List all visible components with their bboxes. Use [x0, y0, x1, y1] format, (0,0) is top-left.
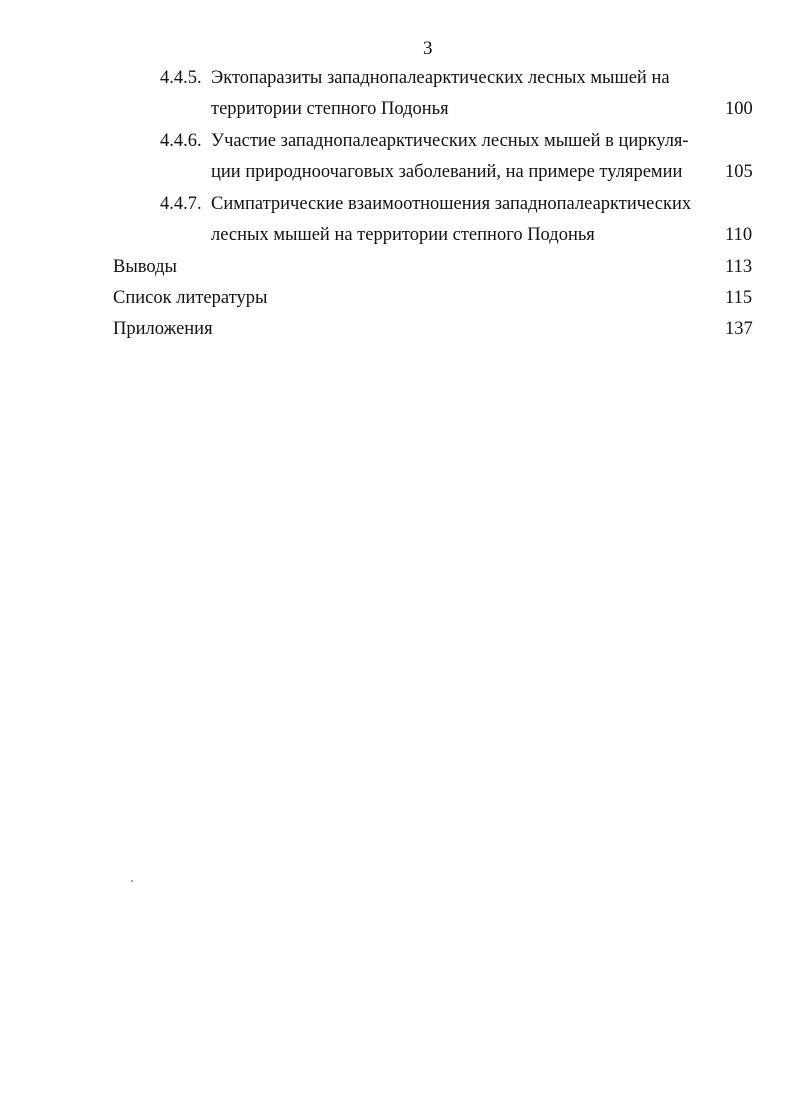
- toc-section-title: Выводы: [113, 257, 177, 277]
- toc-entry-number: 4.4.6.: [160, 131, 202, 151]
- toc-entry-title-line2: ции природноочаговых заболеваний, на примере туляремии: [211, 162, 683, 182]
- toc-section-page: 137: [725, 319, 753, 339]
- toc-entry-page: 105: [725, 162, 753, 182]
- toc-entry-title-line2: территории степного Подонья: [211, 99, 449, 119]
- toc-section-page: 113: [725, 257, 753, 277]
- toc-entry-page: 110: [725, 225, 753, 245]
- toc-entry-number: 4.4.5.: [160, 68, 202, 88]
- toc-section-title: Список литературы: [113, 288, 268, 308]
- toc-entry-title-line1: Участие западнопалеарктических лесных мышей в циркуля-: [211, 131, 689, 151]
- toc-entry-number: 4.4.7.: [160, 194, 202, 214]
- toc-entry-title-line2: лесных мышей на территории степного Подонья: [211, 225, 595, 245]
- toc-entry-title-line1: Эктопаразиты западнопалеарктических лесных мышей на: [211, 68, 670, 88]
- toc-entry-page: 100: [725, 99, 753, 119]
- toc-entry-title-line1: Симпатрические взаимоотношения западнопалеарктических: [211, 194, 692, 214]
- toc-section-title: Приложения: [113, 319, 213, 339]
- toc-section-page: 115: [725, 288, 753, 308]
- scan-speck: [131, 880, 133, 882]
- page-number: 3: [423, 38, 433, 59]
